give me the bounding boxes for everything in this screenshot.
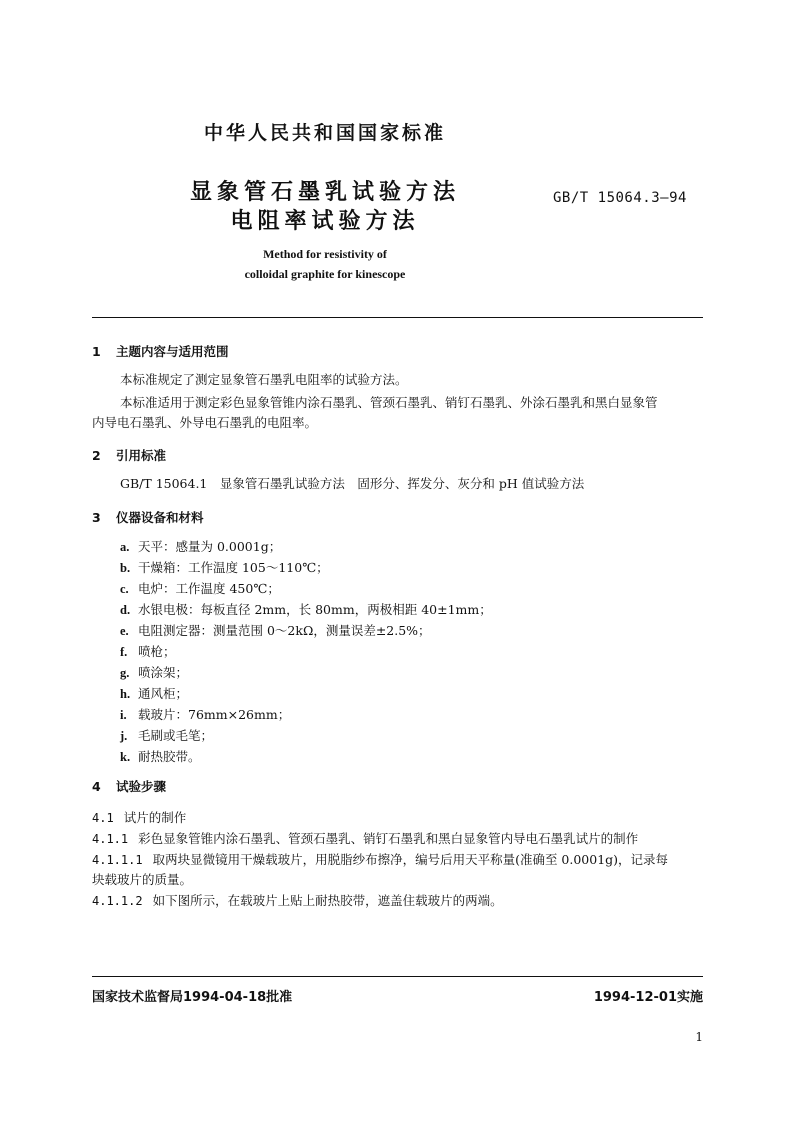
list-item-text: 通风柜； <box>138 686 189 701</box>
subsection-4-1 <box>92 808 186 826</box>
implementation-date: 1994-12-01实施 <box>593 990 703 1005</box>
subsection-4-1-1-2 <box>92 891 503 909</box>
section-2-heading <box>92 446 166 464</box>
section-1-para-1: 本标准规定了测定显象管石墨乳电阻率的试验方法。 <box>120 372 408 387</box>
list-item-label: k. <box>120 750 131 764</box>
list-item-label: d. <box>120 603 131 617</box>
section-title: 主题内容与适用范围 <box>116 344 229 359</box>
national-standard-heading: 中华人民共和国国家标准 <box>203 122 446 144</box>
subsection-number: 4.1.1.2 <box>92 894 143 908</box>
list-item-label: e. <box>120 624 129 638</box>
list-item <box>120 558 329 576</box>
list-item-text: 喷涂架； <box>138 665 189 680</box>
list-item-text: 电阻测定器：测量范围 0～2kΩ，测量误差±2.5%； <box>138 623 431 638</box>
list-item-label: j. <box>120 729 128 743</box>
list-item <box>120 684 188 702</box>
list-item-text: 天平：感量为 0.0001g； <box>138 539 282 554</box>
standard-number: GB/T 15064.3—94 <box>553 190 687 206</box>
list-item <box>120 663 188 681</box>
subsection-text: 取两块显微镜用干燥载玻片，用脱脂纱布擦净，编号后用天平称量(准确至 0.0001g)，记录每 <box>152 852 669 867</box>
page-number: 1 <box>695 1030 703 1044</box>
list-item-label: b. <box>120 561 131 575</box>
list-item <box>120 747 201 765</box>
list-item <box>120 621 431 639</box>
subsection-number: 4.1 <box>92 811 114 825</box>
section-1-para-2-line-1: 本标准适用于测定彩色显象管锥内涂石墨乳、管颈石墨乳、销钉石墨乳、外涂石墨乳和黑白显象管 <box>120 395 658 410</box>
list-item <box>120 726 213 744</box>
subsection-4-1-1-1 <box>92 850 668 868</box>
section-number: 1 <box>92 344 101 359</box>
subsection-text: 彩色显象管锥内涂石墨乳、管颈石墨乳、销钉石墨乳和黑白显象管内导电石墨乳试片的制作 <box>138 831 639 846</box>
title-line-1: 显象管石墨乳试验方法 <box>189 180 460 205</box>
subsection-4-1-1-1-continued: 块载玻片的质量。 <box>92 872 193 887</box>
header-divider <box>92 317 703 318</box>
list-item-text: 喷枪； <box>138 644 176 659</box>
list-item <box>120 642 176 660</box>
list-item-label: a. <box>120 540 130 554</box>
subsection-4-1-1 <box>92 829 638 847</box>
list-item <box>120 579 280 597</box>
subsection-number: 4.1.1 <box>92 832 129 846</box>
approval-date: 国家技术监督局1994-04-18批准 <box>92 990 293 1005</box>
list-item-label: h. <box>120 687 131 701</box>
list-item <box>120 705 290 723</box>
subsection-text: 试片的制作 <box>123 810 187 825</box>
section-title: 引用标准 <box>116 448 167 463</box>
section-1-para-2-line-2: 内导电石墨乳、外导电石墨乳的电阻率。 <box>92 415 318 430</box>
reference-standard: GB/T 15064.1 显象管石墨乳试验方法 固形分、挥发分、灰分和 pH 值试验方法 <box>120 476 585 491</box>
list-item-text: 毛刷或毛笔； <box>138 728 214 743</box>
list-item <box>120 600 492 618</box>
section-1-heading <box>92 342 229 360</box>
section-title: 仪器设备和材料 <box>116 510 204 525</box>
section-number: 3 <box>92 510 101 525</box>
list-item-label: i. <box>120 708 127 722</box>
subsection-number: 4.1.1.1 <box>92 853 143 867</box>
list-item-text: 耐热胶带。 <box>138 749 201 764</box>
section-4-heading <box>92 777 166 795</box>
list-item-text: 干燥箱：工作温度 105～110℃； <box>138 560 329 575</box>
section-number: 4 <box>92 779 101 794</box>
english-title-line-2: colloidal graphite for kinescope <box>244 267 406 281</box>
subsection-text: 如下图所示，在载玻片上贴上耐热胶带，遮盖住载玻片的两端。 <box>152 893 503 908</box>
section-number: 2 <box>92 448 101 463</box>
section-3-heading <box>92 508 204 526</box>
list-item-text: 电炉：工作温度 450℃； <box>138 581 280 596</box>
list-item <box>120 537 281 555</box>
list-item-text: 载玻片：76mm×26mm； <box>138 707 291 722</box>
list-item-label: f. <box>120 645 128 659</box>
list-item-label: g. <box>120 666 130 680</box>
list-item-text: 水银电极：每板直径 2mm，长 80mm，两极相距 40±1mm； <box>138 602 492 617</box>
section-title: 试验步骤 <box>116 779 167 794</box>
title-line-2: 电阻率试验方法 <box>230 209 420 234</box>
list-item-label: c. <box>120 582 129 596</box>
english-title-line-1: Method for resistivity of <box>263 247 387 261</box>
footer-divider <box>92 976 703 977</box>
